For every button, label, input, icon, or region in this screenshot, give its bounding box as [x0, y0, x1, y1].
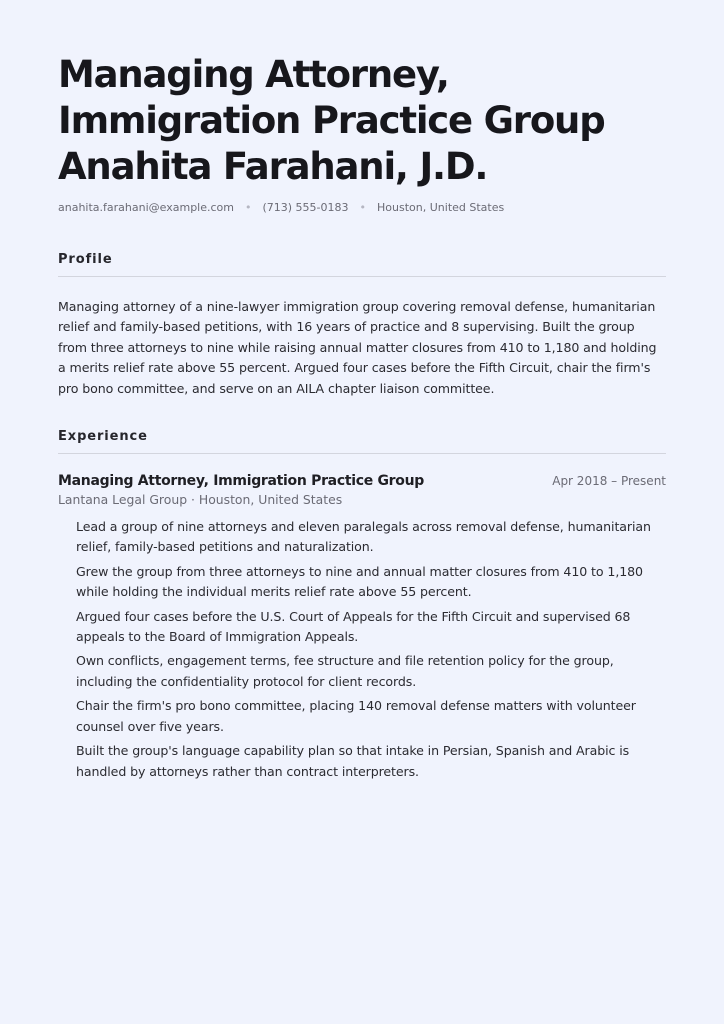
experience-heading: Experience: [58, 429, 666, 454]
job-title: Managing Attorney, Immigration Practice Group: [58, 473, 424, 490]
contact-line: [58, 200, 666, 216]
title-line-group: Immigration Practice Group: [58, 99, 605, 142]
contact-phone: (713) 555-0183: [262, 201, 349, 214]
title-line-role: Managing Attorney,: [58, 53, 449, 96]
list-item: Lead a group of nine attorneys and eleven paralegals across removal defense, humanitarian relief, family-based petitions and naturalization.: [76, 519, 651, 555]
job-header: [58, 473, 666, 489]
page-title: [58, 52, 666, 190]
job-bullets: [58, 517, 666, 782]
list-item: Grew the group from three attorneys to nine and annual matter closures from 410 to 1,180 while holding the individual merits relief rate above 55 percent.: [76, 563, 643, 600]
job-organization: Lantana Legal Group · Houston, United States: [58, 492, 343, 508]
contact-email: anahita.farahani@example.com: [58, 201, 234, 214]
list-item: Argued four cases before the U.S. Court of Appeals for the Fifth Circuit and supervised 68 appeals to the Board of Immigration Appeals.: [76, 608, 631, 645]
profile-summary: Managing attorney of a nine-lawyer immigration group covering removal defense, humanitarian relief and family-based petitions, with 16 years of practice and 8 supervising. Built the group from three attorneys to nine while raising annual matter closures from 410 to 1,180 and holding a merits relief rate above 55 percent. Argued four cases before the Fifth Circuit, chair the firm's pro bono committee, and serve on an AILA chapter liaison committee.: [58, 299, 657, 396]
job-dates: Apr 2018 – Present: [552, 474, 666, 489]
profile-section: [58, 252, 666, 399]
contact-separator: •: [359, 201, 367, 214]
profile-heading: Profile: [58, 252, 666, 277]
list-item: Chair the firm's pro bono committee, placing 140 removal defense matters with volunteer counsel over five years.: [76, 698, 636, 734]
list-item: Own conflicts, engagement terms, fee structure and file retention policy for the group, including the confidentiality protocol for client records.: [76, 653, 614, 689]
experience-section: [58, 429, 666, 782]
candidate-name: Anahita Farahani, J.D.: [58, 145, 488, 188]
resume-header: [58, 52, 666, 216]
contact-location: Houston, United States: [377, 201, 505, 214]
job-entry: [58, 473, 666, 782]
list-item: Built the group's language capability plan so that intake in Persian, Spanish and Arabic is handled by attorneys rather than contract interpreters.: [76, 743, 630, 779]
contact-separator: •: [244, 201, 252, 214]
